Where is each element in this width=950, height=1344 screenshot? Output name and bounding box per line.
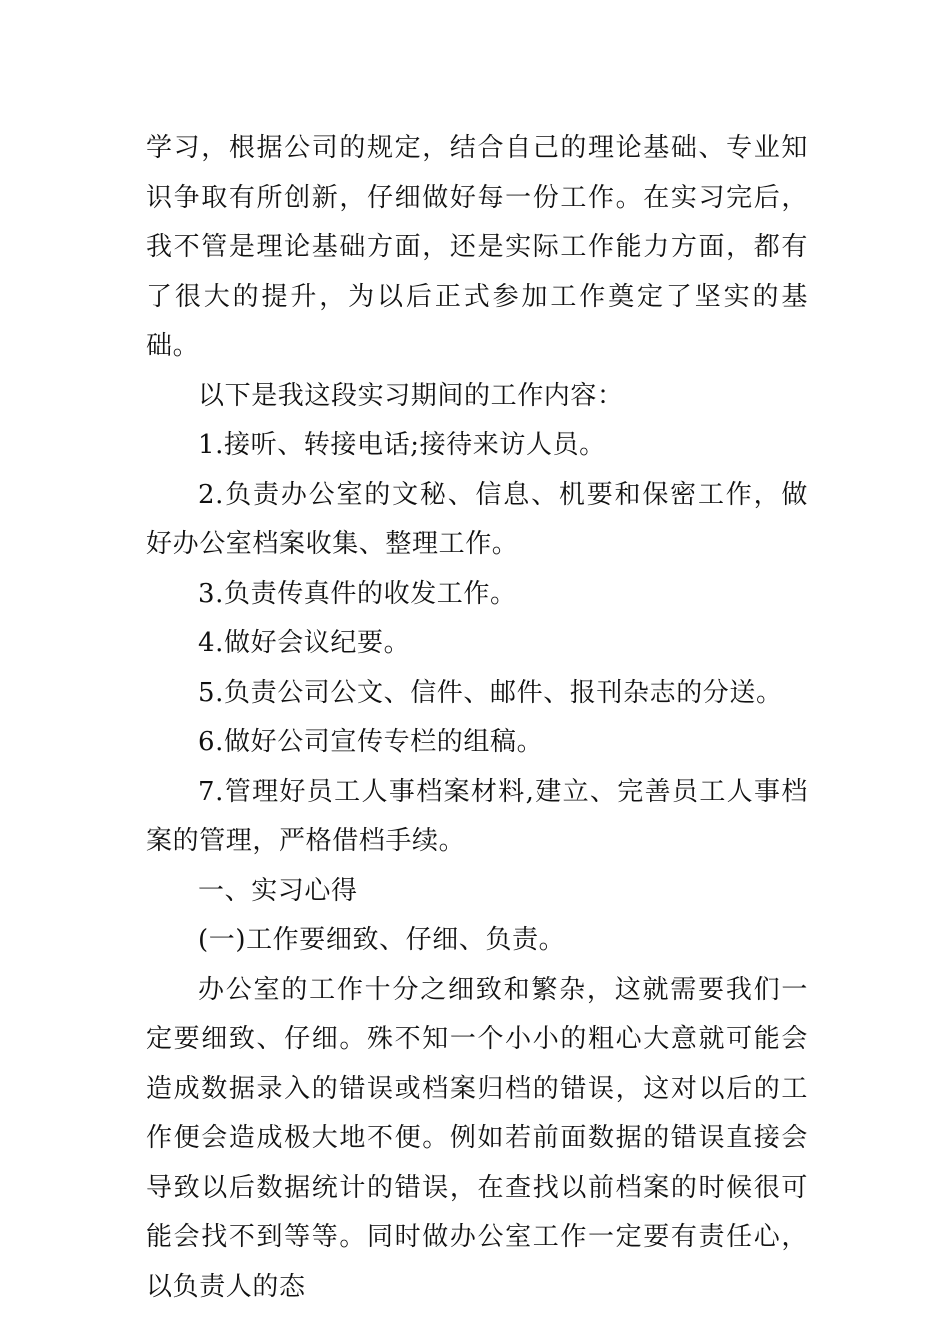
paragraph-6: 4.做好会议纪要。 (198, 628, 411, 658)
subsection-heading: (一)工作要细致、仔细、负责。 (198, 925, 566, 955)
paragraph-2: 以下是我这段实习期间的工作内容： (198, 380, 624, 411)
document-body (146, 124, 808, 1312)
paragraph-7: 5.负责公司公文、信件、邮件、报刊杂志的分送。 (198, 677, 783, 708)
paragraph-9: 7.管理好员工人事档案材料,建立、完善员工人事档案的管理，严格借档手续。 (146, 776, 808, 856)
paragraph-12: 办公室的工作十分之细致和繁杂，这就需要我们一定要细致、仔细。殊不知一个小小的粗心大意就可能会造成数据录入的错误或档案归档的错误，这对以后的工作便会造成极大地不便。例如若前面数据的错误直接会导致以后数据统计的错误，在查找以前档案的时候很可能会找不到等等。同时做办公室工作一定要有责任心，以负责人的态 (146, 974, 808, 1302)
paragraph-4: 2.负责办公室的文秘、信息、机要和保密工作，做好办公室档案收集、整理工作。 (146, 479, 808, 559)
section-heading: 一、实习心得 (198, 875, 358, 906)
paragraph-1: 学习，根据公司的规定，结合自己的理论基础、专业知识争取有所创新，仔细做好每一份工作。在实习完后，我不管是理论基础方面，还是实际工作能力方面，都有了很大的提升，为以后正式参加工作奠定了坚实的基础。 (146, 133, 808, 361)
paragraph-5: 3.负责传真件的收发工作。 (198, 578, 517, 609)
paragraph-3: 1.接听、转接电话;接待来访人员。 (198, 430, 606, 460)
paragraph-8: 6.做好公司宣传专栏的组稿。 (198, 727, 544, 757)
